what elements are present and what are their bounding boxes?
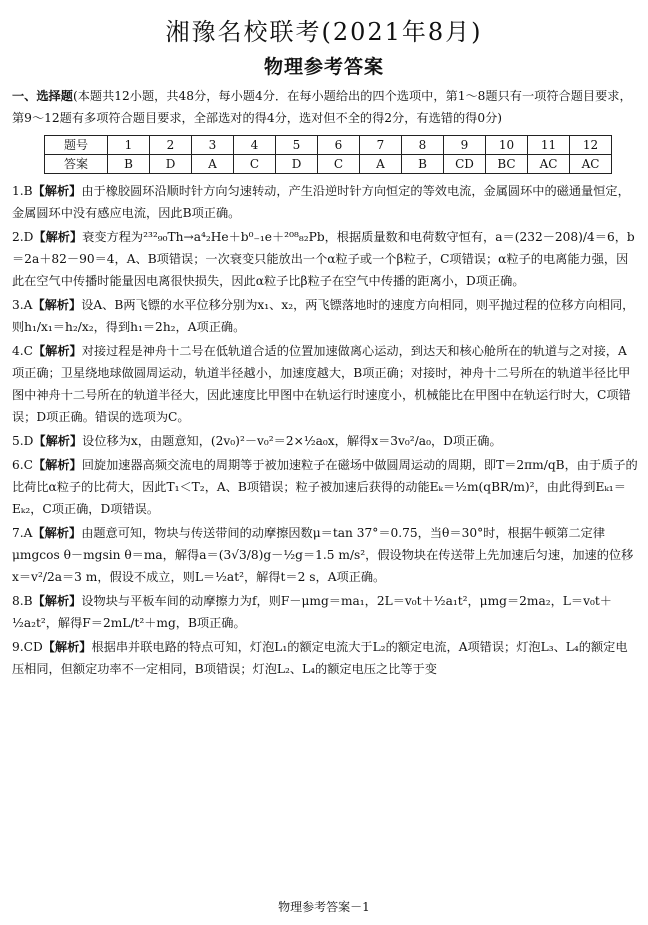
answer-table: [44, 135, 612, 174]
item-number: 7.A: [12, 526, 33, 540]
item-number: 2.D: [12, 230, 34, 244]
question-number-cell: 9: [444, 136, 486, 155]
solution-item-8: [12, 590, 638, 634]
question-number-cell: 12: [570, 136, 612, 155]
item-text: 衰变方程为²³²₉₀Th→a⁴₂He＋b⁰₋₁e＋²⁰⁸₈₂Pb，根据质量数和电荷数守恒有，a＝(232－208)/4＝6，b＝2a＋82－90＝4，A、B项错误；一次衰变只能放出一个α粒子或一个β粒子，C项错误；α粒子的电离能力强，因此在空气中传播时能量因电离很快损失，因此α粒子比β粒子在空气中传播的距离小，D项正确。: [12, 230, 635, 288]
item-number: 6.C: [12, 458, 33, 472]
question-number-cell: 3: [192, 136, 234, 155]
page-footer: 物理参考答案－1: [278, 900, 370, 914]
analysis-tag: 【解析】: [42, 640, 92, 654]
solution-item-6: [12, 454, 638, 520]
section-heading-label: 一、选择题: [12, 89, 73, 103]
item-number: 8.B: [12, 594, 33, 608]
solution-item-3: [12, 294, 638, 338]
question-number-cell: 1: [108, 136, 150, 155]
answer-cell: CD: [444, 155, 486, 174]
answer-cell: B: [402, 155, 444, 174]
answer-cell: C: [234, 155, 276, 174]
item-text: 设A、B两飞镖的水平位移分别为x₁、x₂，两飞镖落地时的速度方向相同，则平抛过程的位移方向相同，则h₁/x₁＝h₂/x₂，得到h₁＝2h₂，A项正确。: [12, 298, 635, 334]
analysis-tag: 【解析】: [32, 184, 82, 198]
item-number: 4.C: [12, 344, 33, 358]
solution-item-2: [12, 226, 638, 292]
answer-cell: D: [150, 155, 192, 174]
question-number-cell: 2: [150, 136, 192, 155]
solution-item-4: [12, 340, 638, 428]
question-number-cell: 8: [402, 136, 444, 155]
document-body: [12, 85, 638, 682]
answer-cell: B: [108, 155, 150, 174]
question-number-cell: 10: [486, 136, 528, 155]
answer-cell: A: [360, 155, 402, 174]
item-text: 设物块与平板车间的动摩擦力为f，则F－μmg＝ma₁，2L＝v₀t＋½a₁t²，μmg＝2ma₂，L＝v₀t＋½a₂t²，解得F＝2mL/t²＋mg，B项正确。: [12, 594, 612, 630]
analysis-tag: 【解析】: [32, 458, 82, 472]
analysis-tag: 【解析】: [32, 344, 82, 358]
answer-table-row-answers: [45, 155, 612, 174]
analysis-tag: 【解析】: [33, 230, 83, 244]
analysis-tag: 【解析】: [32, 594, 82, 608]
item-number: 5.D: [12, 434, 34, 448]
item-text: 回旋加速器高频交流电的周期等于被加速粒子在磁场中做圆周运动的周期，即T＝2πm/qB，由于质子的比荷比α粒子的比荷大，因此T₁＜T₂，A、B项错误；粒子被加速后获得的动能Eₖ＝½m(qBR/m)²，由此得到Eₖ₁＝Eₖ₂，C项正确，D项错误。: [12, 458, 638, 516]
solution-item-1: [12, 180, 638, 224]
question-number-cell: 6: [318, 136, 360, 155]
solution-item-5: [12, 430, 638, 452]
answer-cell: D: [276, 155, 318, 174]
answer-table-header-number: 题号: [45, 136, 108, 155]
analysis-tag: 【解析】: [32, 526, 82, 540]
page-subtitle: 物理参考答案: [263, 56, 384, 78]
answer-cell: AC: [528, 155, 570, 174]
analysis-tag: 【解析】: [32, 298, 82, 312]
analysis-tag: 【解析】: [33, 434, 83, 448]
item-text: 根据串并联电路的特点可知，灯泡L₁的额定电流大于L₂的额定电流，A项错误；灯泡L₃、L₄的额定电压相同，但额定功率不一定相同，B项错误；灯泡L₂、L₄的额定电压之比等于变: [12, 640, 628, 676]
question-number-cell: 4: [234, 136, 276, 155]
answer-table-header-answer: 答案: [45, 155, 108, 174]
item-text: 由题意可知，物块与传送带间的动摩擦因数μ＝tan 37°＝0.75，当θ＝30°时，根据牛顿第二定律μmgcos θ－mgsin θ＝ma，解得a＝(3√3/8)g－½g＝1.5 m/s²，假设物块在传送带上先加速后匀速，加速的位移x＝v²/2a＝3 m，假设不成立，则L＝½at²，解得t＝2 s，A项正确。: [12, 526, 634, 584]
item-number: 3.A: [12, 298, 33, 312]
answer-table-row-numbers: [45, 136, 612, 155]
answer-cell: C: [318, 155, 360, 174]
solution-item-7: [12, 522, 638, 588]
item-number: 9.CD: [12, 640, 43, 654]
question-number-cell: 7: [360, 136, 402, 155]
item-number: 1.B: [12, 184, 33, 198]
item-text: 对接过程是神舟十二号在低轨道合适的位置加速做离心运动，到达天和核心舱所在的轨道与之对接，A项正确；卫星绕地球做圆周运动，轨道半径越小，加速度越大，B项正确；对接时，神舟十二号所在的轨道半径比甲图中神舟十二号所在的轨道半径大，因此速度比甲图中在轨运行时速度小，机械能比在甲图中在轨运行时大，C项错误；D项正确。错误的选项为C。: [12, 344, 631, 424]
page-title: 湘豫名校联考(2021年8月): [165, 18, 483, 46]
question-number-cell: 5: [276, 136, 318, 155]
question-number-cell: 11: [528, 136, 570, 155]
answer-cell: A: [192, 155, 234, 174]
section-heading-text: (本题共12小题，共48分，每小题4分．在每小题给出的四个选项中，第1～8题只有一项符合题目要求，第9～12题有多项符合题目要求，全部选对的得4分，选对但不全的得2分，有选错的得0分): [12, 89, 632, 125]
section-heading: [12, 85, 638, 129]
solution-item-9: [12, 636, 638, 680]
answer-cell: AC: [570, 155, 612, 174]
item-text: 设位移为x，由题意知，(2v₀)²－v₀²＝2×½a₀x，解得x＝3v₀²/a₀，D项正确。: [82, 434, 502, 448]
item-text: 由于橡胶圆环沿顺时针方向匀速转动，产生沿逆时针方向恒定的等效电流，金属圆环中的磁通量恒定，金属圆环中没有感应电流，因此B项正确。: [12, 184, 630, 220]
answer-cell: BC: [486, 155, 528, 174]
